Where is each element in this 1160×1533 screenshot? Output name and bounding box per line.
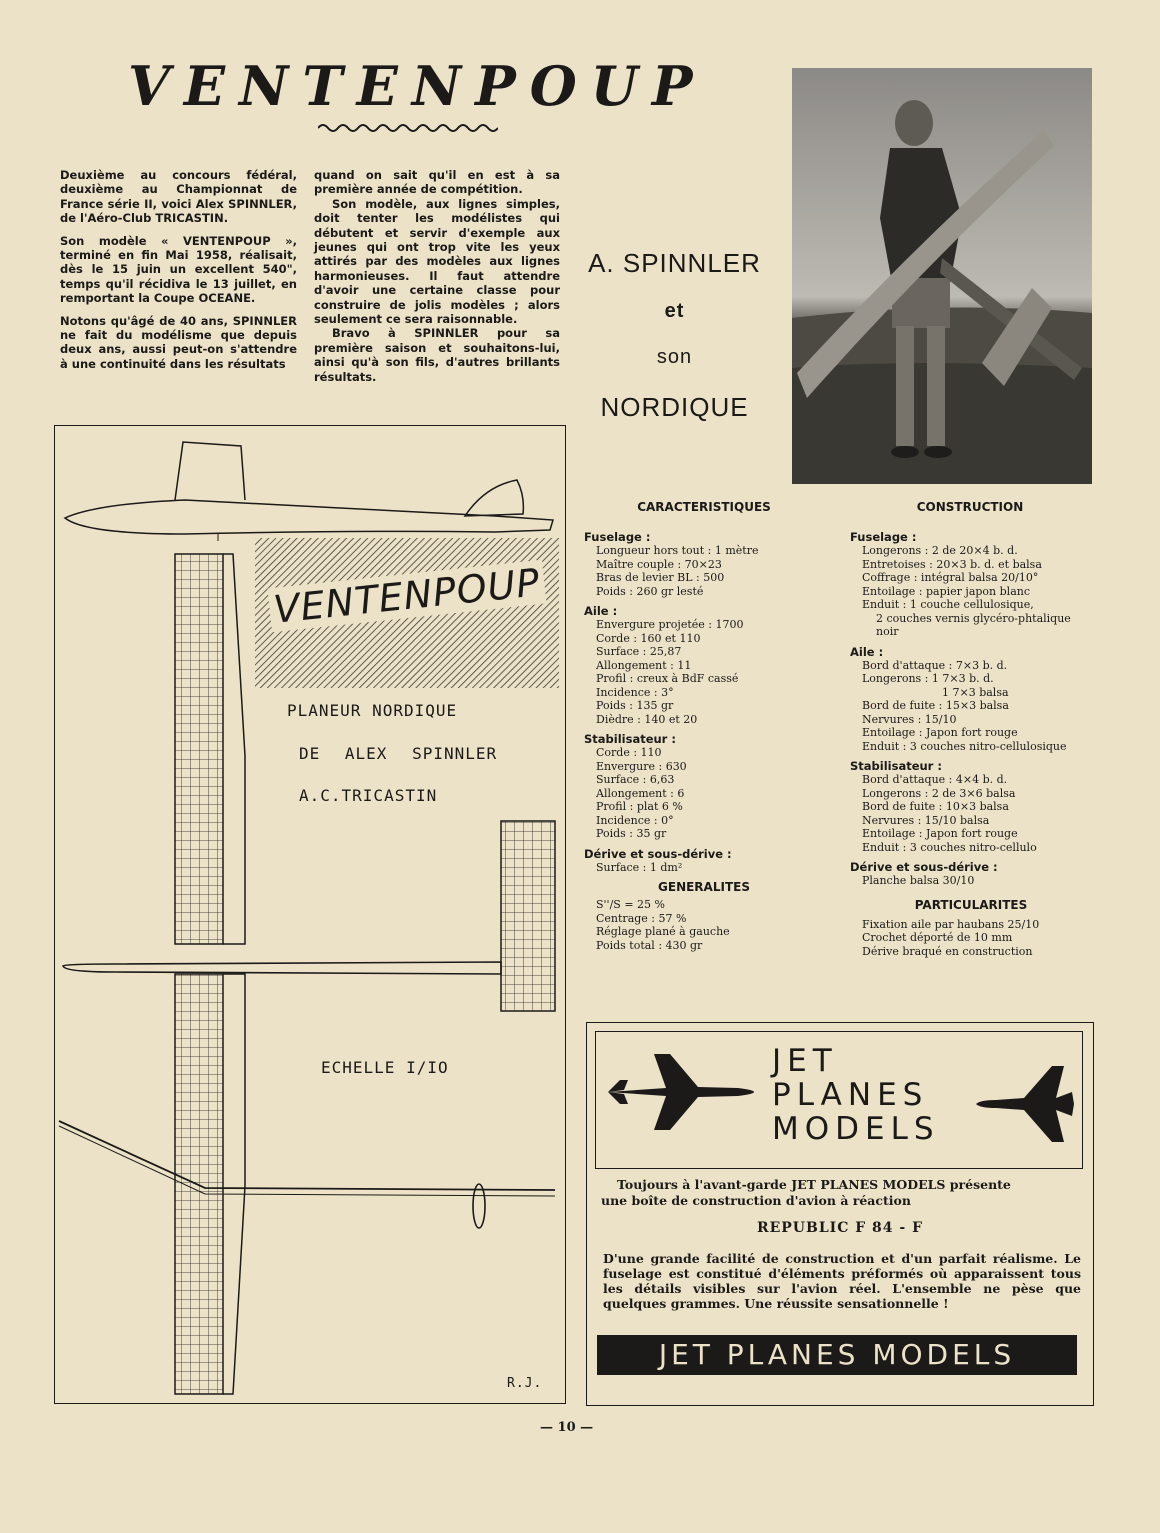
spec-item: Poids : 260 gr lesté — [596, 584, 704, 598]
spec-item: Crochet déporté de 10 mm — [862, 931, 1013, 944]
plan-scale: ECHELLE I/IO — [321, 1058, 449, 1077]
spec-item: 2 couches vernis glycéro-phtalique noir — [876, 611, 1071, 638]
spec-item: Nervures : 15/10 — [862, 712, 957, 726]
plan-banner-title: VENTENPOUP — [267, 560, 546, 633]
intro-paragraph: Notons qu'âgé de 40 ans, SPINNLER ne fait du modélisme que depuis deux ans, aussi peut-on s'attendre à une continuité dans les résultats — [60, 313, 297, 371]
intro-paragraph: Son modèle « VENTENPOUP », terminé en fin Mai 1958, réalisait, dès le 15 juin un excellent 540", temps qu'il récidiva le 13 juillet, en remportant la Coupe OCEANE. — [60, 233, 297, 306]
spec-item: Surface : 6,63 — [596, 773, 675, 786]
spec-item: Incidence : 3° — [596, 685, 674, 699]
plan-title-line: A.C.TRICASTIN — [299, 786, 438, 805]
heading-and: et — [664, 300, 685, 322]
spec-item: Poids : 135 gr — [596, 699, 674, 712]
page-title: VENTENPOUP — [128, 54, 707, 118]
general-heading: GENERALITES — [658, 880, 750, 894]
intro-paragraph: Son modèle, aux lignes simples, doit tenter les modélistes qui débutent et servir d'exemple aux jeunes qui ont trop vite les yeux attirés par des modèles aux lignes harmonieuses. Il faut attendre d'avoir une certaine classe pour construire de jolis modèles ; alors seulement ce sera raisonnable. — [314, 196, 560, 327]
spec-item: Corde : 160 et 110 — [596, 631, 701, 645]
spec-item: Allongement : 11 — [596, 658, 692, 672]
heading-son: son — [656, 346, 693, 368]
intro-column-1 — [60, 168, 297, 379]
spec-item: Allongement : 6 — [596, 786, 685, 800]
spec-item: Réglage plané à gauche — [596, 925, 730, 938]
page-number: — 10 — — [540, 1420, 594, 1435]
group-title: Aile : — [850, 644, 884, 659]
spec-item: Nervures : 15/10 balsa — [862, 813, 990, 827]
spec-item: Fixation aile par haubans 25/10 — [862, 917, 1040, 931]
spec-item: Planche balsa 30/10 — [862, 874, 975, 887]
title-wave-ornament — [318, 122, 498, 134]
intro-column-2 — [314, 168, 560, 392]
ad-body: D'une grande facilité de construction et d'un parfait réalisme. Le fuselage est constitué d'éléments préformés où apparaissent tous les détails visibles sur l'avion réel. L'ensemble ne pèse que quelques grammes. Une réussite sensationnelle ! — [603, 1251, 1081, 1311]
spec-item: Profil : creux à BdF cassé — [596, 672, 739, 685]
group-title: Stabilisateur : — [584, 732, 676, 746]
spec-item: Coffrage : intégral balsa 20/10° — [862, 571, 1039, 584]
characteristics-heading: CARACTERISTIQUES — [637, 500, 771, 514]
spec-item: Enduit : 3 couches nitro-cellulosique — [862, 739, 1067, 753]
group-title: Dérive et sous-dérive : — [584, 846, 732, 861]
characteristics-list — [584, 530, 824, 952]
spec-item: Longerons : 1 7×3 b. d. — [862, 672, 994, 685]
jet-plane-left-icon — [606, 1052, 756, 1132]
spec-item: Profil : plat 6 % — [596, 800, 683, 813]
spec-item: Poids total : 430 gr — [596, 938, 703, 952]
spec-item: Entoilage : Japon fort rouge — [862, 726, 1018, 739]
logo-line: JET — [772, 1043, 838, 1079]
ad-product: REPUBLIC F 84 - F — [756, 1220, 924, 1236]
ad-intro-line: une boîte de construction d'avion à réaction — [601, 1193, 911, 1208]
construction-list — [850, 530, 1092, 958]
spec-item: Bras de levier BL : 500 — [596, 571, 725, 584]
ad-banner: JET PLANES MODELS — [597, 1335, 1077, 1375]
glider-plan-drawing — [54, 425, 566, 1404]
spec-item: Enduit : 3 couches nitro-cellulo — [862, 840, 1037, 854]
plan-title-line: DE ALEX SPINNLER — [299, 744, 498, 763]
spec-item: Poids : 35 gr — [596, 827, 667, 840]
spec-item: Surface : 25,87 — [596, 645, 682, 658]
spec-item: Dérive braqué en construction — [862, 944, 1033, 958]
spec-item: Maître couple : 70×23 — [596, 557, 722, 571]
spec-item: Entretoises : 20×3 b. d. et balsa — [862, 557, 1042, 571]
spec-item: Incidence : 0° — [596, 813, 674, 827]
pilot-photo — [792, 68, 1092, 484]
spec-item: Centrage : 57 % — [596, 911, 687, 925]
spec-item: Envergure : 630 — [596, 759, 687, 773]
pilot-with-glider-image — [792, 68, 1092, 484]
jet-planes-models-ad — [586, 1022, 1094, 1406]
spec-item: Envergure projetée : 1700 — [596, 618, 744, 631]
plan-title-line: PLANEUR NORDIQUE — [287, 701, 458, 720]
spec-item: Bord d'attaque : 7×3 b. d. — [862, 658, 1008, 672]
ad-logo-box — [595, 1031, 1083, 1169]
spec-item: Entoilage : papier japon blanc — [862, 584, 1031, 598]
spec-item: Longerons : 2 de 20×4 b. d. — [862, 544, 1018, 557]
spec-item: Longueur hors tout : 1 mètre — [596, 544, 759, 557]
special-heading: PARTICULARITES — [914, 897, 1028, 912]
group-title: Fuselage : — [584, 530, 651, 544]
group-title: Aile : — [584, 604, 618, 618]
spec-item: Dièdre : 140 et 20 — [596, 712, 698, 726]
spec-item: Corde : 110 — [596, 746, 662, 759]
spec-item: Bord de fuite : 10×3 balsa — [862, 800, 1009, 813]
construction-heading: CONSTRUCTION — [916, 500, 1024, 514]
plan-initials: R.J. — [507, 1376, 543, 1391]
spec-item: Enduit : 1 couche cellulosique, — [862, 598, 1034, 611]
spec-item: Longerons : 2 de 3×6 balsa — [862, 786, 1016, 800]
intro-paragraph: quand on sait qu'il en est à sa première année de compétition. — [314, 168, 560, 197]
group-title: Dérive et sous-dérive : — [850, 860, 998, 874]
heading-nordique: NORDIQUE — [600, 392, 749, 422]
logo-line: PLANES — [772, 1077, 929, 1113]
jet-plane-right-icon — [976, 1064, 1076, 1144]
spec-item: Entoilage : Japon fort rouge — [862, 827, 1018, 840]
spec-item: Bord de fuite : 15×3 balsa — [862, 699, 1009, 712]
ad-intro-line: Toujours à l'avant-garde JET PLANES MODELS présente — [617, 1177, 1011, 1192]
spec-item: S''/S = 25 % — [596, 898, 665, 911]
intro-paragraph: Deuxième au concours fédéral, deuxième au Championnat de France série II, voici Alex SPINNLER, de l'Aéro-Club TRICASTIN. — [60, 168, 297, 226]
spec-item: 1 7×3 balsa — [942, 685, 1009, 699]
spec-item: Surface : 1 dm² — [596, 860, 683, 874]
group-title: Stabilisateur : — [850, 759, 942, 773]
heading-name: A. SPINNLER — [588, 248, 761, 278]
group-title: Fuselage : — [850, 530, 917, 544]
intro-paragraph: Bravo à SPINNLER pour sa première saison et souhaitons-lui, ainsi qu'à son fils, d'autres brillants résultats. — [314, 326, 560, 384]
spec-item: Bord d'attaque : 4×4 b. d. — [862, 773, 1008, 786]
logo-line: MODELS — [772, 1111, 940, 1147]
ad-logo-text — [772, 1044, 940, 1146]
